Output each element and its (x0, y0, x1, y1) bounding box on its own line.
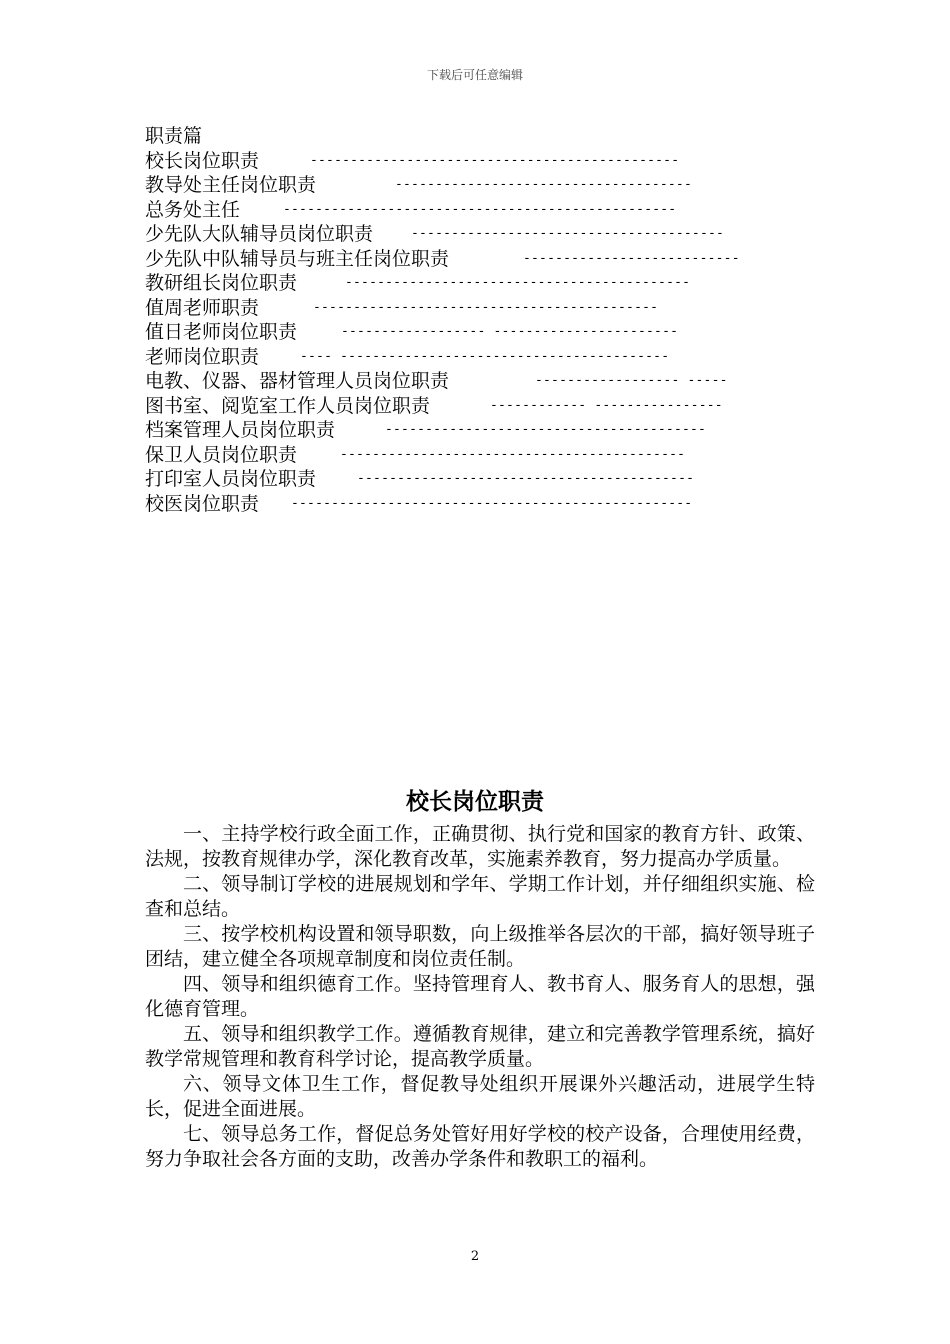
toc-item-label: 档案管理人员岗位职责 (145, 419, 336, 441)
toc-item (145, 345, 845, 370)
paragraph: 二、领导制订学校的进展规划和学年、学期工作计划，并仔细组织实施、检查和总结。 (145, 873, 815, 920)
toc-item (145, 296, 845, 321)
toc-item-label: 教导处主任岗位职责 (145, 174, 317, 196)
toc-leader: ------------------------------------------ (357, 471, 695, 486)
paragraph: 三、按学校机构设置和领导职数，向上级推举各层次的干部，搞好领导班子团结，建立健全各项规章制度和岗位责任制。 (145, 923, 815, 970)
toc-leader: ------------ ---------------- (490, 397, 723, 413)
paragraph: 四、领导和组织德育工作。坚持管理育人、教书育人、服务育人的思想，强化德育管理。 (145, 973, 815, 1020)
toc-item-label: 总务处主任 (145, 198, 241, 221)
toc-item-label: 值日老师岗位职责 (145, 321, 298, 343)
toc-item-label: 校长岗位职责 (145, 149, 260, 172)
toc-item (145, 271, 845, 296)
toc-item (145, 443, 845, 468)
paragraph: 六、领导文体卫生工作，督促教导处组织开展课外兴趣活动，进展学生特长，促进全面进展。 (145, 1073, 815, 1120)
toc-item (145, 394, 845, 419)
toc-item-label: 图书室、阅览室工作人员岗位职责 (145, 394, 431, 417)
toc-item (145, 467, 845, 492)
toc-leader: ---------------------------------------- (385, 422, 707, 437)
paragraph: 五、领导和组织教学工作。遵循教育规律，建立和完善教学管理系统，搞好教学常规管理和教育科学讨论，提高教学质量。 (145, 1023, 815, 1070)
toc-leader: ------------------------------------------- (345, 275, 691, 290)
toc-item-label: 少先队大队辅导员岗位职责 (145, 223, 374, 245)
section-body (145, 822, 815, 1172)
toc-item-label: 保卫人员岗位职责 (145, 443, 298, 466)
toc-leader: --------------------------- (523, 250, 740, 266)
toc-title: 职责篇 (145, 125, 203, 147)
toc-item (145, 320, 845, 345)
toc-item (145, 198, 845, 223)
page-header: 下载后可任意编辑 (426, 68, 523, 82)
toc-leader: ------------------------------------------- (340, 446, 686, 462)
section-title: 校长岗位职责 (406, 789, 544, 815)
toc-item-label: 值周老师职责 (145, 296, 260, 319)
toc-leader: ---------------------------------------------- (310, 152, 680, 168)
toc-leader: ---- ----------------------------------------- (300, 348, 670, 364)
toc-item-label: 少先队中队辅导员与班主任岗位职责 (145, 247, 450, 270)
toc-leader: ------------------------------------- (395, 177, 692, 192)
table-of-contents (145, 124, 845, 516)
toc-leader: ------------------------------------------- (313, 299, 659, 315)
page-number: 2 (470, 1249, 480, 1264)
toc-item (145, 173, 845, 198)
toc-item (145, 418, 845, 443)
toc-leader: ------------------ ----- (535, 373, 728, 388)
toc-item-label: 校医岗位职责 (145, 492, 260, 515)
toc-item-label: 教研组长岗位职责 (145, 272, 298, 294)
toc-leader: ------------------ ----------------------- (341, 324, 679, 339)
toc-item (145, 222, 845, 247)
toc-leader: -------------------------------------------------- (291, 495, 693, 511)
toc-leader: --------------------------------------- (411, 226, 725, 241)
toc-item-label: 打印室人员岗位职责 (145, 468, 317, 490)
paragraph: 一、主持学校行政全面工作，正确贯彻、执行党和国家的教育方针、政策、法规，按教育规律办学，深化教育改革，实施素养教育，努力提高办学质量。 (145, 823, 815, 870)
paragraph: 七、领导总务工作，督促总务处管好用好学校的校产设备，合理使用经费，努力争取社会各方面的支助，改善办学条件和教职工的福利。 (145, 1123, 815, 1170)
toc-leader: ------------------------------------------------- (283, 201, 677, 217)
toc-item (145, 149, 845, 174)
toc-item-label: 老师岗位职责 (145, 345, 260, 368)
toc-item-label: 电教、仪器、器材管理人员岗位职责 (145, 370, 450, 392)
toc-item (145, 247, 845, 272)
toc-item (145, 492, 845, 517)
toc-item (145, 369, 845, 394)
